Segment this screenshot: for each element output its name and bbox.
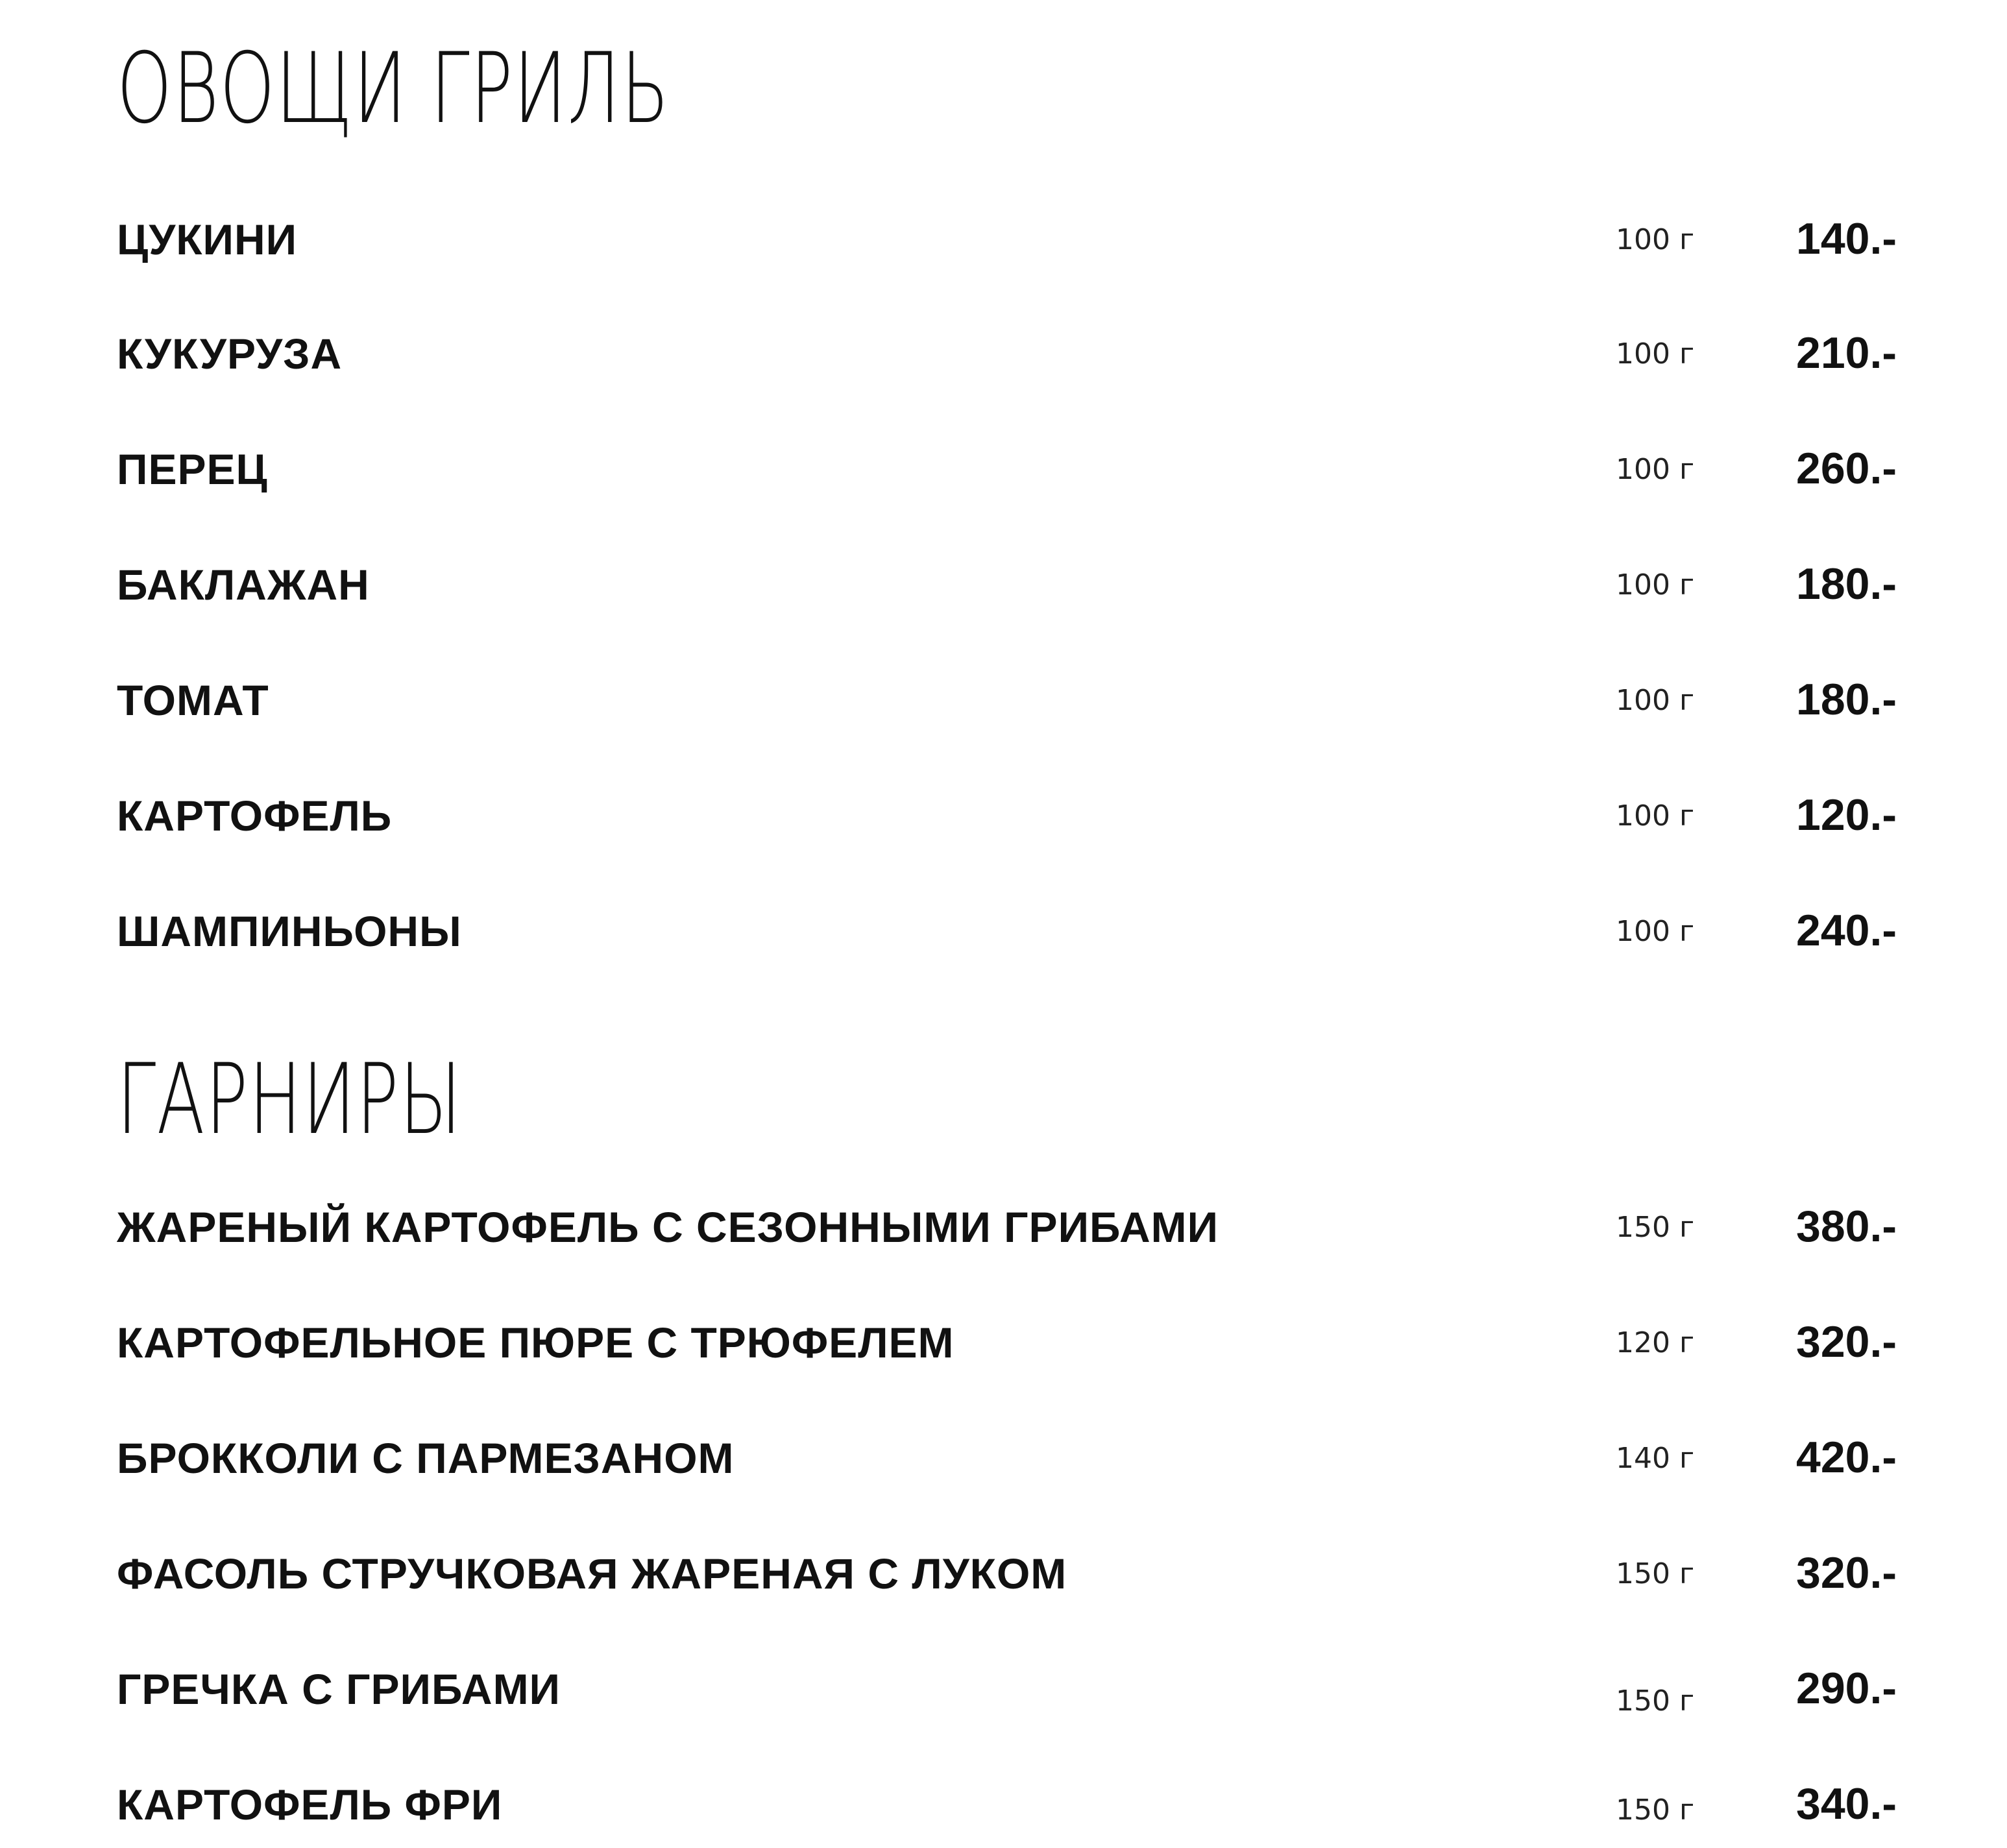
section-title-side-dishes: ГАРНИРЫ [117,1043,463,1156]
menu-item-weight: 100 г [1616,223,1695,256]
menu-item-name: ЖАРЕНЫЙ КАРТОФЕЛЬ С СЕЗОННЫМИ ГРИБАМИ [117,1203,1219,1251]
menu-item-name: ТОМАТ [117,676,269,724]
menu-item-weight: 150 г [1616,1684,1695,1718]
menu-item [0,1317,2007,1386]
menu-item-price: 140.- [1796,214,1897,263]
menu-item [0,328,2007,397]
menu-item [0,1548,2007,1617]
menu-item [0,1779,2007,1848]
menu-item-name: БРОККОЛИ С ПАРМЕЗАНОМ [117,1434,735,1482]
menu-item-name: КАРТОФЕЛЬ ФРИ [117,1781,503,1829]
menu-item-name: ЦУКИНИ [117,215,298,263]
menu-item-name: БАКЛАЖАН [117,561,370,609]
menu-item-price: 340.- [1796,1779,1897,1829]
menu-item-price: 380.- [1796,1202,1897,1251]
menu-item-price: 420.- [1796,1433,1897,1482]
menu-item-name: ПЕРЕЦ [117,445,268,493]
menu-item-weight: 100 г [1616,568,1695,602]
menu-item-name: ШАМПИНЬОНЫ [117,907,462,955]
menu-item [0,1433,2007,1502]
menu-item [0,1202,2007,1270]
menu-item [0,906,2007,975]
menu-item-price: 210.- [1796,328,1897,378]
menu-item-price: 290.- [1796,1664,1897,1713]
menu-item-weight: 100 г [1616,684,1695,717]
menu-item-weight: 150 г [1616,1211,1695,1244]
menu-item-price: 260.- [1796,444,1897,493]
menu-item-price: 180.- [1796,675,1897,724]
menu-item-weight: 100 г [1616,453,1695,486]
menu-item [0,214,2007,283]
menu-item-weight: 140 г [1616,1442,1695,1475]
menu-item-weight: 100 г [1616,915,1695,948]
menu-item [0,675,2007,744]
menu-item-weight: 100 г [1616,337,1695,371]
menu-item-price: 320.- [1796,1548,1897,1598]
menu-item-price: 180.- [1796,559,1897,609]
menu-item [0,1664,2007,1732]
menu-item [0,444,2007,513]
menu-item-name: КАРТОФЕЛЬНОЕ ПЮРЕ С ТРЮФЕЛЕМ [117,1319,955,1367]
menu-item-price: 120.- [1796,790,1897,840]
menu-item-name: КУКУРУЗА [117,330,343,378]
menu-item [0,790,2007,859]
menu-item-weight: 150 г [1616,1793,1695,1827]
menu-item-price: 320.- [1796,1317,1897,1367]
menu-item-weight: 150 г [1616,1557,1695,1590]
menu-item-weight: 100 г [1616,799,1695,833]
menu-item-name: КАРТОФЕЛЬ [117,792,393,840]
menu-item-name: ГРЕЧКА С ГРИБАМИ [117,1665,561,1713]
menu-item-price: 240.- [1796,906,1897,955]
menu-item [0,559,2007,628]
menu-item-name: ФАСОЛЬ СТРУЧКОВАЯ ЖАРЕНАЯ С ЛУКОМ [117,1550,1067,1598]
menu-item-weight: 120 г [1616,1326,1695,1359]
section-title-grilled-vegetables: ОВОЩИ ГРИЛЬ [117,32,670,145]
